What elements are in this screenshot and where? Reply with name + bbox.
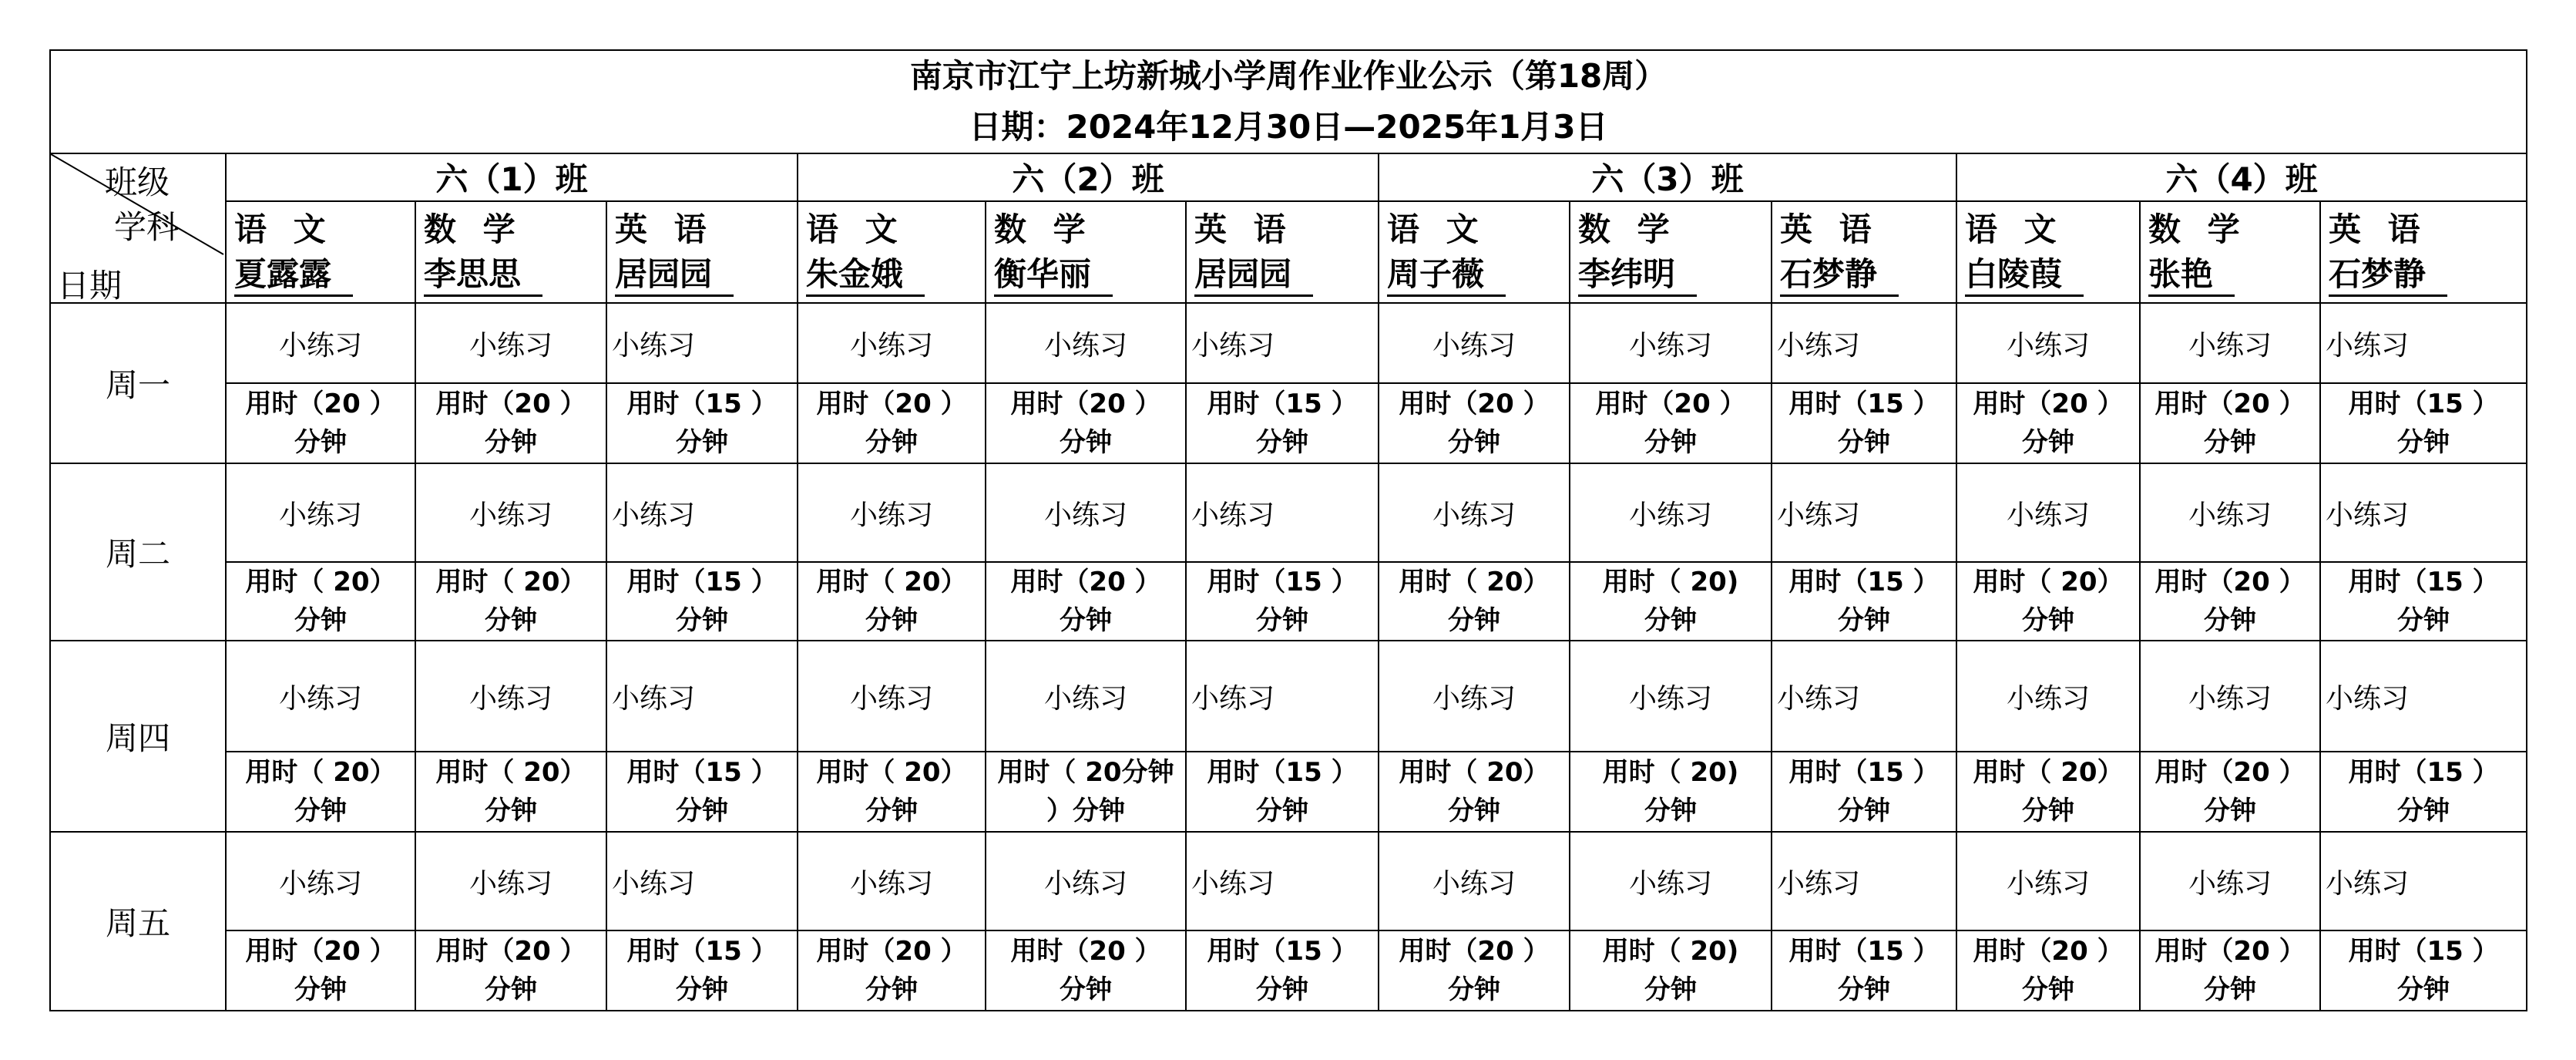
time-cell: 用时（20 ） 分钟 [798,930,986,1011]
task-cell: 小练习 [1379,641,1570,752]
time-cell: 用时（20 ） 分钟 [2140,383,2320,463]
subject-name: 英 语 [615,210,714,248]
task-cell: 小练习 [226,641,415,752]
task-cell: 小练习 [1956,641,2140,752]
task-cell: 小练习 [798,463,986,562]
task-cell: 小练习 [2320,641,2527,752]
day-label: 周五 [50,832,226,1011]
task-cell: 小练习 [1379,303,1570,383]
task-cell: 小练习 [986,463,1186,562]
time-cell: 用时（ 20) 分钟 [1570,930,1772,1011]
subject-teacher-cell [798,201,986,303]
time-cell: 用时（20 ） 分钟 [1570,383,1772,463]
time-cell: 用时（15 ） 分钟 [2320,752,2527,832]
task-cell: 小练习 [986,641,1186,752]
teacher-name: 居园园 [1194,254,1313,297]
subject-teacher-cell [2140,201,2320,303]
time-cell: 用时（ 20） 分钟 [798,562,986,641]
time-cell: 用时（15 ） 分钟 [2320,562,2527,641]
teacher-name: 李纬明 [1578,254,1697,297]
day-label: 周一 [50,303,226,463]
class-header: 六（2）班 [798,153,1379,201]
subject-name: 语 文 [806,210,905,248]
time-cell: 用时（15 ） 分钟 [606,752,798,832]
subject-teacher-cell [606,201,798,303]
time-cell: 用时（15 ） 分钟 [2320,383,2527,463]
task-cell: 小练习 [986,303,1186,383]
class-header: 六（3）班 [1379,153,1956,201]
subject-name: 语 文 [234,210,334,248]
time-cell: 用时（20 ） 分钟 [1379,930,1570,1011]
task-cell: 小练习 [2140,641,2320,752]
day-label: 周四 [50,641,226,832]
task-cell: 小练习 [606,303,798,383]
task-cell: 小练习 [226,832,415,930]
subject-teacher-cell [1186,201,1379,303]
task-cell: 小练习 [2320,832,2527,930]
task-cell: 小练习 [2140,303,2320,383]
task-cell: 小练习 [415,303,606,383]
task-cell: 小练习 [2320,463,2527,562]
subject-name: 英 语 [2329,210,2428,248]
time-cell: 用时（ 20) 分钟 [1570,562,1772,641]
teacher-name: 石梦静 [2329,254,2447,297]
task-cell: 小练习 [2320,303,2527,383]
teacher-name: 张艳 [2148,254,2235,297]
task-cell: 小练习 [1956,832,2140,930]
task-cell: 小练习 [1570,303,1772,383]
task-cell: 小练习 [1570,832,1772,930]
subject-teacher-cell [1379,201,1570,303]
date-label: 日期 [57,267,123,303]
task-cell: 小练习 [226,463,415,562]
teacher-name: 白陵葭 [1965,254,2084,297]
day-label: 周二 [50,463,226,641]
task-cell: 小练习 [986,832,1186,930]
time-cell: 用时（15 ） 分钟 [1186,752,1379,832]
page-title: 南京市江宁上坊新城小学周作业作业公示（第18周） [50,50,2527,102]
time-cell: 用时（ 20） 分钟 [415,562,606,641]
date-range: 日期：2024年12月30日—2025年1月3日 [50,102,2527,153]
time-cell: 用时（20 ） 分钟 [226,383,415,463]
time-cell: 用时（15 ） 分钟 [1772,752,1956,832]
teacher-name: 居园园 [615,254,734,297]
time-cell: 用时（15 ） 分钟 [2320,930,2527,1011]
subject-name: 英 语 [1194,210,1294,248]
task-cell: 小练习 [2140,463,2320,562]
teacher-name: 石梦静 [1780,254,1899,297]
subject-name: 数 学 [2148,210,2248,248]
time-cell: 用时（20 ） 分钟 [415,930,606,1011]
time-cell: 用时（ 20） 分钟 [415,752,606,832]
header-corner-cell [50,153,226,303]
class-label: 班级 [105,163,170,201]
task-cell: 小练习 [606,832,798,930]
task-cell: 小练习 [1186,463,1379,562]
class-header: 六（4）班 [1956,153,2527,201]
time-cell: 用时（ 20) 分钟 [1570,752,1772,832]
task-cell: 小练习 [2140,832,2320,930]
time-cell: 用时（20 ） 分钟 [2140,930,2320,1011]
time-cell: 用时（ 20分钟 ）分钟 [986,752,1186,832]
subject-teacher-cell [415,201,606,303]
time-cell: 用时（20 ） 分钟 [226,930,415,1011]
time-cell: 用时（20 ） 分钟 [415,383,606,463]
time-cell: 用时（20 ） 分钟 [2140,752,2320,832]
task-cell: 小练习 [1772,641,1956,752]
time-cell: 用时（ 20） 分钟 [1379,752,1570,832]
teacher-name: 朱金娥 [806,254,925,297]
task-cell: 小练习 [798,303,986,383]
task-cell: 小练习 [1186,641,1379,752]
time-cell: 用时（20 ） 分钟 [986,930,1186,1011]
task-cell: 小练习 [415,463,606,562]
time-cell: 用时（20 ） 分钟 [1379,383,1570,463]
teacher-name: 周子薇 [1387,254,1506,297]
task-cell: 小练习 [798,832,986,930]
subject-name: 英 语 [1780,210,1879,248]
time-cell: 用时（15 ） 分钟 [1772,562,1956,641]
subject-name: 数 学 [424,210,523,248]
task-cell: 小练习 [1186,832,1379,930]
task-cell: 小练习 [1186,303,1379,383]
subject-teacher-cell [1772,201,1956,303]
task-cell: 小练习 [1772,303,1956,383]
subject-name: 语 文 [1965,210,2064,248]
time-cell: 用时（15 ） 分钟 [1772,383,1956,463]
task-cell: 小练习 [606,641,798,752]
task-cell: 小练习 [1772,832,1956,930]
time-cell: 用时（ 20） 分钟 [226,562,415,641]
task-cell: 小练习 [798,641,986,752]
task-cell: 小练习 [1772,463,1956,562]
homework-table-sheet [49,49,2526,1011]
time-cell: 用时（15 ） 分钟 [606,383,798,463]
time-cell: 用时（20 ） 分钟 [1956,930,2140,1011]
subject-teacher-cell [1956,201,2140,303]
task-cell: 小练习 [606,463,798,562]
subject-name: 数 学 [1578,210,1678,248]
homework-table [49,49,2527,1011]
time-cell: 用时（15 ） 分钟 [1772,930,1956,1011]
task-cell: 小练习 [226,303,415,383]
subject-name: 数 学 [994,210,1093,248]
time-cell: 用时（ 20） 分钟 [798,752,986,832]
task-cell: 小练习 [1570,641,1772,752]
class-header: 六（1）班 [226,153,798,201]
time-cell: 用时（ 20） 分钟 [1956,562,2140,641]
subject-teacher-cell [1570,201,1772,303]
time-cell: 用时（ 20） 分钟 [1379,562,1570,641]
teacher-name: 李思思 [424,254,542,297]
time-cell: 用时（20 ） 分钟 [986,562,1186,641]
task-cell: 小练习 [1956,463,2140,562]
subject-label: 学科 [114,208,180,246]
task-cell: 小练习 [1379,463,1570,562]
time-cell: 用时（20 ） 分钟 [986,383,1186,463]
time-cell: 用时（15 ） 分钟 [606,930,798,1011]
time-cell: 用时（15 ） 分钟 [1186,383,1379,463]
time-cell: 用时（ 20） 分钟 [226,752,415,832]
task-cell: 小练习 [415,641,606,752]
time-cell: 用时（20 ） 分钟 [798,383,986,463]
subject-name: 语 文 [1387,210,1486,248]
teacher-name: 夏露露 [234,254,353,297]
subject-teacher-cell [2320,201,2527,303]
task-cell: 小练习 [1570,463,1772,562]
task-cell: 小练习 [415,832,606,930]
task-cell: 小练习 [1956,303,2140,383]
subject-teacher-cell [986,201,1186,303]
time-cell: 用时（15 ） 分钟 [1186,930,1379,1011]
time-cell: 用时（20 ） 分钟 [1956,383,2140,463]
task-cell: 小练习 [1379,832,1570,930]
subject-teacher-cell [226,201,415,303]
teacher-name: 衡华丽 [994,254,1113,297]
time-cell: 用时（15 ） 分钟 [606,562,798,641]
time-cell: 用时（15 ） 分钟 [1186,562,1379,641]
time-cell: 用时（20 ） 分钟 [2140,562,2320,641]
time-cell: 用时（ 20） 分钟 [1956,752,2140,832]
